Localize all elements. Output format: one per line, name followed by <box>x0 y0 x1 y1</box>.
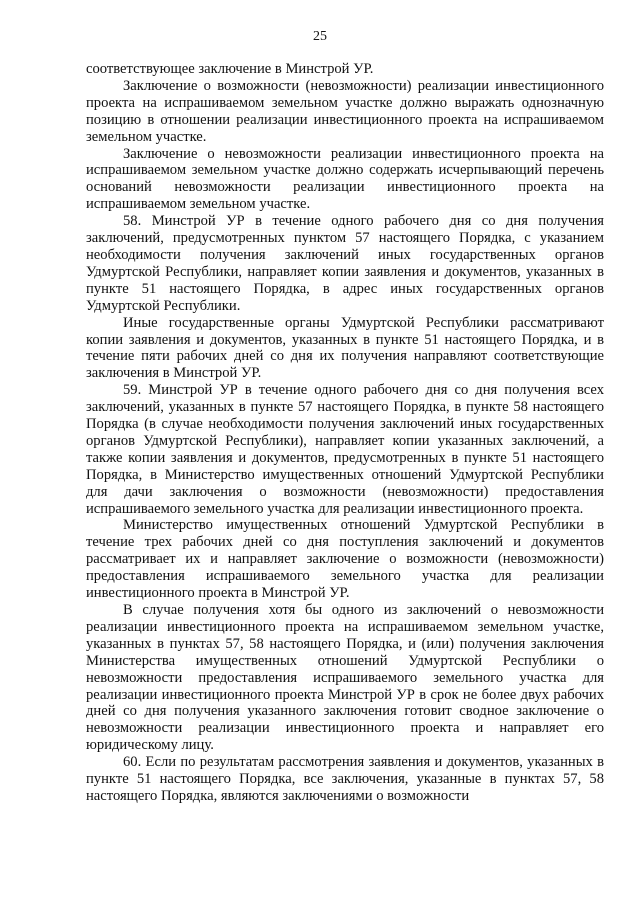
paragraph-clause-60: 60. Если по результатам рассмотрения заявления и документов, указанных в пункте 51 настоящего Порядка, все заключения, указанные в пунктах 57, 58 настоящего Порядка, являются заключениями о возможности <box>86 754 604 804</box>
page-number: 25 <box>313 29 327 44</box>
paragraph-clause-59: 59. Минстрой УР в течение одного рабочего дня со дня получения всех заключений, указанных в пункте 57 настоящего Порядка, в пункте 58 настоящего Порядка (в случае необходимости получения заключений иных государственных органов Удмуртской Республики), направляет копии указанных заключений, а также копии заявления и документов, предусмотренных в пункте 51 настоящего Порядка, в Министерство имущественных отношений Удмуртской Республики для дачи заключения о возможности (невозможности) предоставления испрашиваемого земельного участка для реализации инвестиционного проекта. <box>86 382 604 517</box>
paragraph: Иные государственные органы Удмуртской Республики рассматривают копии заявления и документов, указанных в пункте 51 настоящего Порядка, и в течение пяти рабочих дней со дня их получения направляют соответствующие заключения в Минстрой УР. <box>86 314 604 382</box>
paragraph: Министерство имущественных отношений Удмуртской Республики в течение трех рабочих дней со дня поступления заключений и документов рассматривает их и направляет заключение о возможности (невозможности) предоставления испрашиваемого земельного участка для реализации инвестиционного проекта в Минстрой УР. <box>86 517 604 602</box>
paragraph-continuation: соответствующее заключение в Минстрой УР. <box>86 61 374 77</box>
paragraph-clause-58: 58. Минстрой УР в течение одного рабочего дня со дня получения заключений, предусмотренных пунктом 57 настоящего Порядка, с указанием необходимости получения заключений иных государственных органов Удмуртской Республики, направляет копии заявления и документов, указанных в пункте 51 настоящего Порядка, в адрес иных государственных органов Удмуртской Республики. <box>86 213 604 314</box>
paragraph: В случае получения хотя бы одного из заключений о невозможности реализации инвестиционного проекта на испрашиваемом земельном участке, указанных в пунктах 57, 58 настоящего Порядка, и (или) получения заключения Министерства имущественных отношений Удмуртской Республики о невозможности предоставления испрашиваемого земельного участка для реализации инвестиционного проекта Минстрой УР в срок не более двух рабочих дней со дня получения указанного заключения готовит сводное заключение о невозможности реализации инвестиционного проекта и направляет его юридическому лицу. <box>86 602 604 754</box>
paragraph: Заключение о невозможности реализации инвестиционного проекта на испрашиваемом земельном участке должно содержать исчерпывающий перечень оснований невозможности реализации инвестиционного проекта на испрашиваемом земельном участке. <box>86 145 604 213</box>
document-body <box>86 61 604 805</box>
paragraph: Заключение о возможности (невозможности) реализации инвестиционного проекта на испрашиваемом земельном участке должно выражать однозначную позицию в отношении реализации инвестиционного проекта на испрашиваемом земельном участке. <box>86 77 604 145</box>
